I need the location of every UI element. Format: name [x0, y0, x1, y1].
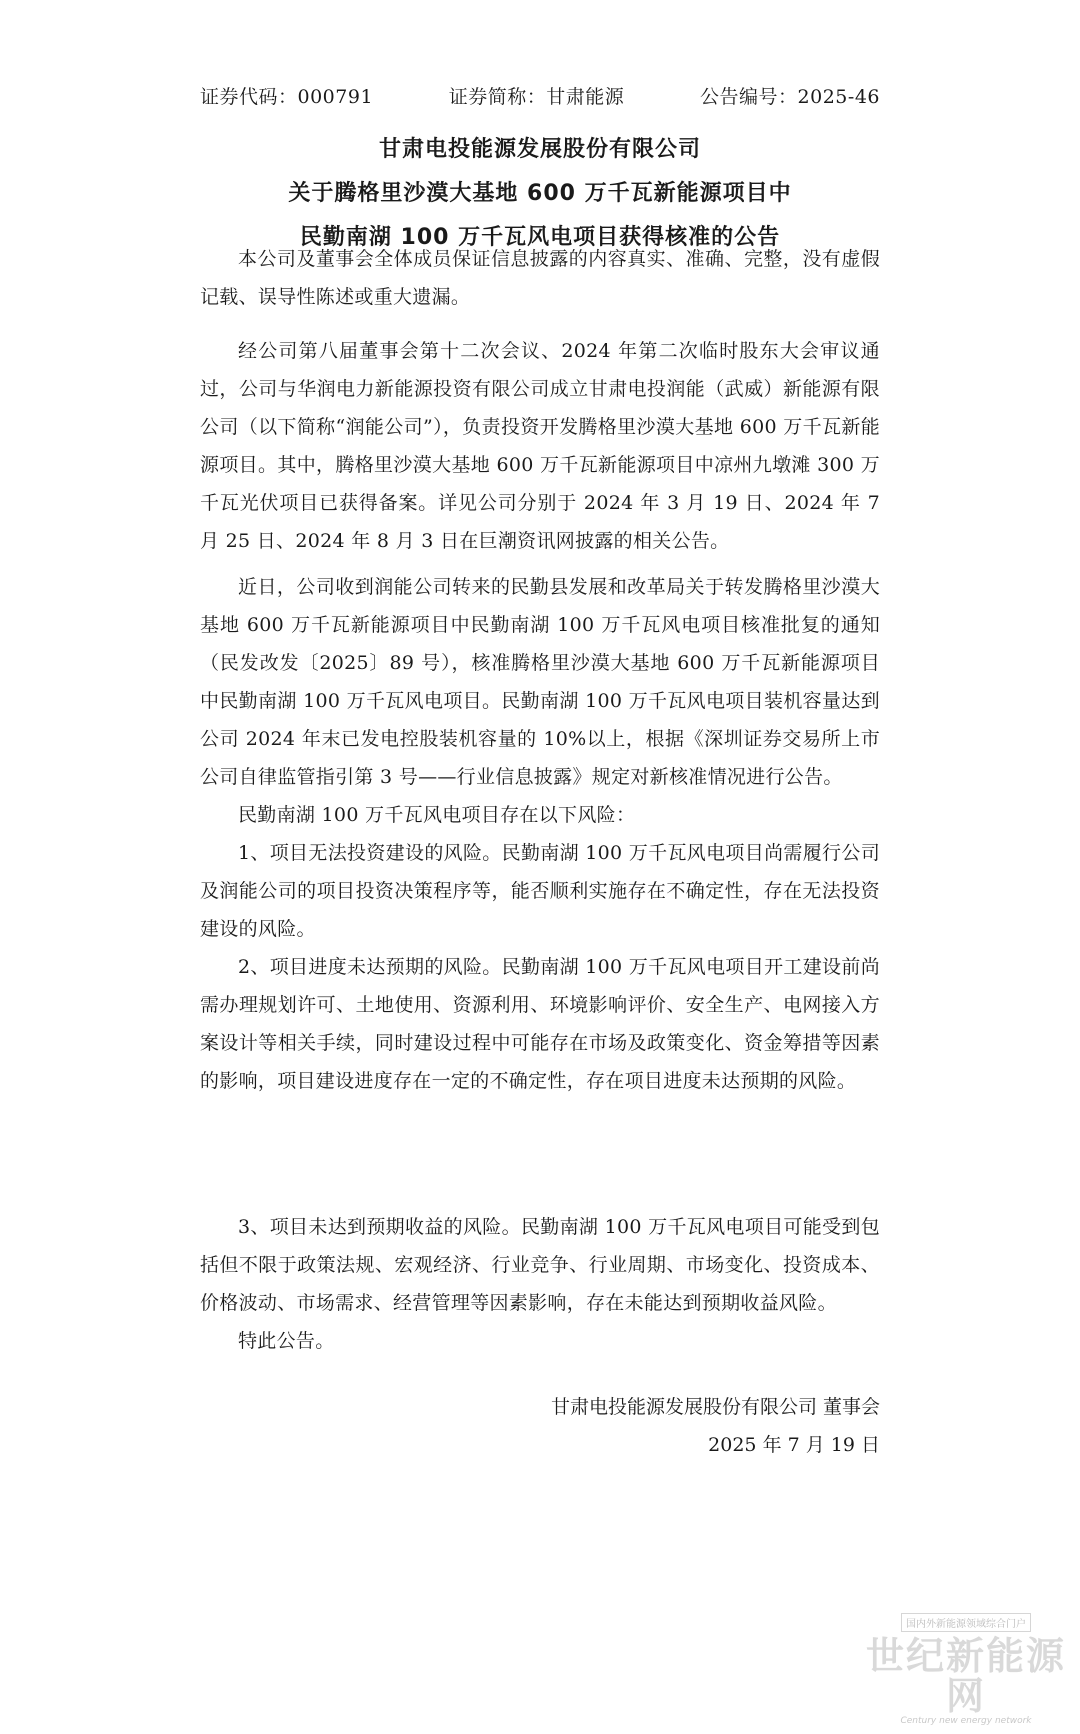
closing-paragraph: 特此公告。 [238, 1330, 335, 1352]
watermark [866, 1612, 1066, 1726]
watermark-subtitle: Century new energy network [900, 1716, 1032, 1726]
signature-block [551, 1388, 880, 1464]
watermark-tagline: 国内外新能源领域综合门户 [901, 1613, 1031, 1632]
risk-1-paragraph: 1、项目无法投资建设的风险。民勤南湖 100 万千瓦风电项目尚需履行公司及润能公司的项目投资决策程序等，能否顺利实施存在不确定性，存在无法投资建设的风险。 [200, 842, 880, 940]
background-paragraph: 经公司第八届董事会第十二次会议、2024 年第二次临时股东大会审议通过，公司与华润电力新能源投资有限公司成立甘肃电投润能（武威）新能源有限公司（以下简称“润能公司”），负责投资开发腾格里沙漠大基地 600 万千瓦新能源项目。其中，腾格里沙漠大基地 600 万千瓦新能源项目中凉州九墩滩 300 万千瓦光伏项目已获得备案。详见公司分别于 2024 年 3 月 19 日、2024 年 7 月 25 日、2024 年 8 月 3 日在巨潮资讯网披露的相关公告。 [200, 340, 880, 552]
title-line-subject: 关于腾格里沙漠大基地 600 万千瓦新能源项目中 [288, 181, 792, 206]
notice-body-lower [200, 1208, 880, 1360]
watermark-logo: 世纪新能源网 [866, 1634, 1067, 1718]
disclaimer-paragraph: 本公司及董事会全体成员保证信息披露的内容真实、准确、完整，没有虚假记载、误导性陈述或重大遗漏。 [200, 248, 880, 308]
security-short-name: 证券简称：甘肃能源 [448, 86, 625, 108]
approval-paragraph: 近日，公司收到润能公司转来的民勤县发展和改革局关于转发腾格里沙漠大基地 600 万千瓦新能源项目中民勤南湖 100 万千瓦风电项目核准批复的通知（民发改发〔2025〕89 号），核准腾格里沙漠大基地 600 万千瓦新能源项目中民勤南湖 100 万千瓦风电项目。民勤南湖 100 万千瓦风电项目装机容量达到公司 2024 年末已发电控股装机容量的 10%以上，根据《深圳证券交易所上市公司自律监管指引第 3 号——行业信息披露》规定对新核准情况进行公告。 [200, 576, 880, 788]
title-line-project: 民勤南湖 100 万千瓦风电项目获得核准的公告 [299, 225, 781, 250]
signature-company: 甘肃电投能源发展股份有限公司 董事会 [550, 1396, 880, 1418]
notice-number: 公告编号：2025-46 [700, 86, 880, 108]
risk-intro-paragraph: 民勤南湖 100 万千瓦风电项目存在以下风险： [238, 804, 636, 826]
signature-date: 2025 年 7 月 19 日 [708, 1434, 880, 1456]
risk-2-paragraph: 2、项目进度未达预期的风险。民勤南湖 100 万千瓦风电项目开工建设前尚需办理规划许可、土地使用、资源利用、环境影响评价、安全生产、电网接入方案设计等相关手续，同时建设过程中可能存在市场及政策变化、资金筹措等因素的影响，项目建设进度存在一定的不确定性，存在项目进度未达预期的风险。 [200, 956, 880, 1092]
notice-header [200, 82, 880, 109]
title-line-company: 甘肃电投能源发展股份有限公司 [378, 137, 701, 162]
security-code: 证券代码：000791 [200, 86, 374, 108]
risk-3-paragraph: 3、项目未达到预期收益的风险。民勤南湖 100 万千瓦风电项目可能受到包括但不限于政策法规、宏观经济、行业竞争、行业周期、市场变化、投资成本、价格波动、市场需求、经营管理等因素影响，存在未能达到预期收益风险。 [200, 1216, 880, 1314]
notice-body-upper [200, 240, 880, 1100]
